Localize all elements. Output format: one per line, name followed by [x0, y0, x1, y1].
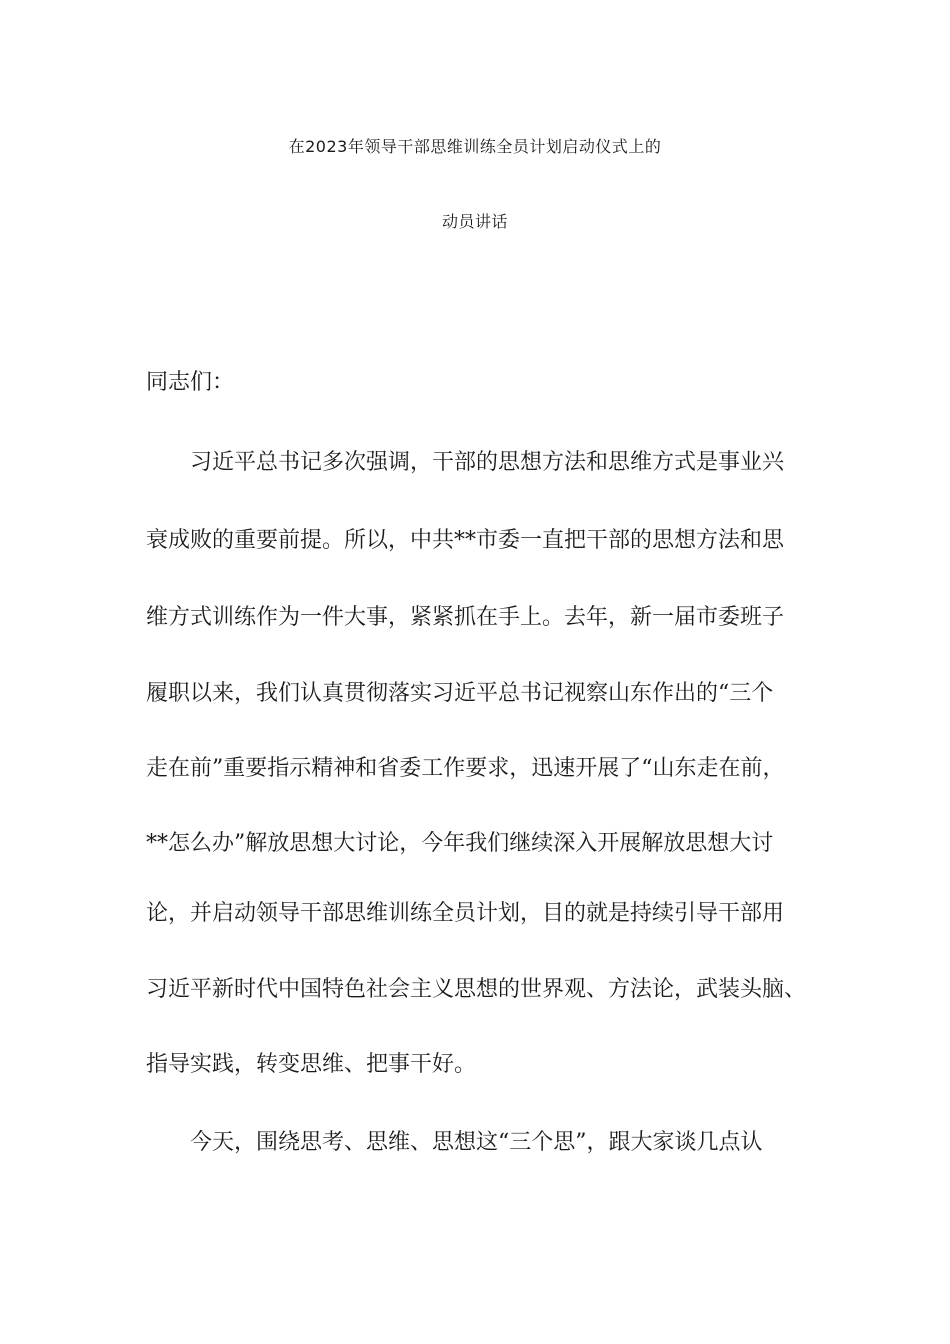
paragraph-1-line-5: 走在前”重要指示精神和省委工作要求，迅速开展了“山东走在前，	[146, 756, 785, 781]
paragraph-1-line-6: **怎么办”解放思想大讨论，今年我们继续深入开展解放思想大讨	[146, 831, 774, 856]
paragraph-1-line-4: 履职以来，我们认真贯彻落实习近平总书记视察山东作出的“三个	[146, 681, 774, 706]
paragraph-1-line-3: 维方式训练作为一件大事，紧紧抓在手上。去年，新一届市委班子	[146, 605, 785, 630]
paragraph-2-line-1: 今天，围绕思考、思维、思想这“三个思”，跟大家谈几点认	[190, 1130, 763, 1155]
paragraph-1-line-7: 论，并启动领导干部思维训练全员计划，目的就是持续引导干部用	[146, 901, 785, 926]
document-title-line-2: 动员讲话	[441, 212, 508, 231]
salutation: 同志们：	[146, 370, 235, 395]
document-title-line-1: 在2023年领导干部思维训练全员计划启动仪式上的	[288, 137, 662, 156]
paragraph-1-line-1: 习近平总书记多次强调，干部的思想方法和思维方式是事业兴	[190, 450, 785, 475]
paragraph-1-line-8: 习近平新时代中国特色社会主义思想的世界观、方法论，武装头脑、	[146, 977, 807, 1002]
paragraph-1-line-9: 指导实践，转变思维、把事干好。	[146, 1052, 477, 1077]
paragraph-1-line-2: 衰成败的重要前提。所以，中共**市委一直把干部的思想方法和思	[146, 528, 785, 553]
